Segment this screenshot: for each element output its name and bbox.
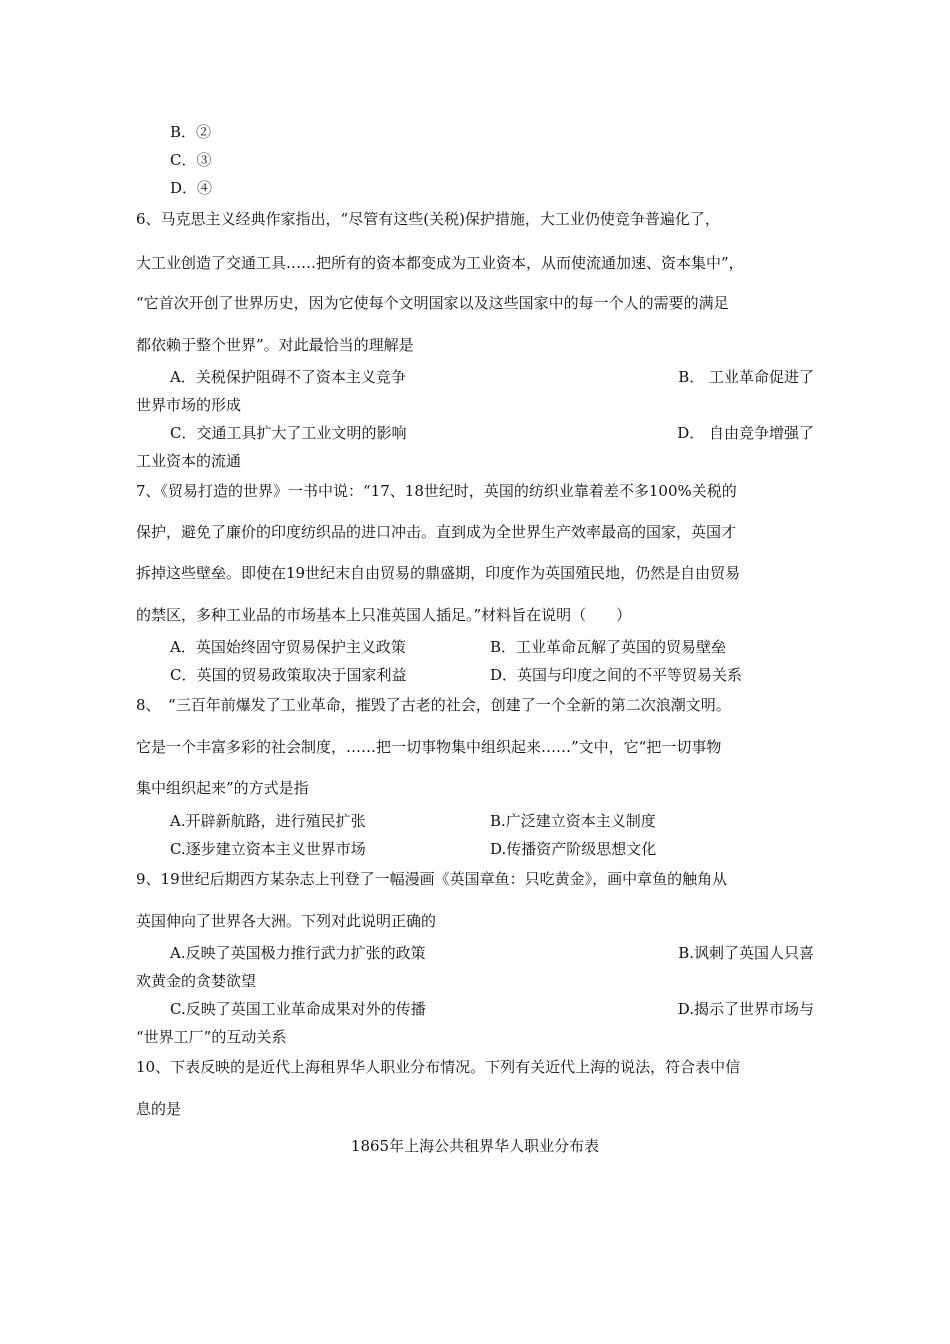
q6-option-d-cont: 工业资本的流通: [136, 452, 242, 470]
q10-stem-line: 10、下表反映的是近代上海租界华人职业分布情况。下列有关近代上海的说法，符合表中信: [136, 1058, 741, 1076]
option-b: B．②: [170, 123, 212, 141]
q7-stem-line: 拆掉这些壁垒。即使在19世纪末自由贸易的鼎盛期，印度作为英国殖民地，仍然是自由贸易: [136, 564, 741, 582]
q6-stem-line: 大工业创造了交通工具……把所有的资本都变成为工业资本，从而使流通加速、资本集中”，: [136, 254, 744, 272]
q6-stem-line: 6、马克思主义经典作家指出，“尽管有这些(关税)保护措施，大工业仍使竞争普遍化了，: [136, 210, 720, 228]
option-d: D．④: [170, 179, 213, 197]
q7-stem-line: 的禁区，多种工业品的市场基本上只准英国人插足。”材料旨在说明（ ）: [136, 606, 632, 624]
q7-option-b: B．工业革命瓦解了英国的贸易壁垒: [490, 638, 727, 656]
q9-option-b: B.讽刺了英国人只喜: [678, 944, 814, 962]
q7-option-d: D．英国与印度之间的不平等贸易关系: [490, 666, 743, 684]
q6-option-b-cont: 世界市场的形成: [136, 396, 242, 414]
q6-option-c: C．交通工具扩大了工业文明的影响: [170, 424, 407, 442]
q7-option-c: C．英国的贸易政策取决于国家利益: [170, 666, 407, 684]
q6-stem-line: 都依赖于整个世界”。对此最恰当的理解是: [136, 336, 414, 354]
q9-option-d-cont: “世界工厂”的互动关系: [136, 1028, 287, 1046]
q8-stem-line: 集中组织起来”的方式是指: [136, 779, 309, 797]
table-title: 1865年上海公共租界华人职业分布表: [350, 1137, 600, 1155]
q7-stem-line: 保护，避免了廉价的印度纺织品的进口冲击。直到成为全世界生产效率最高的国家，英国才: [136, 523, 737, 541]
q10-stem-line: 息的是: [136, 1100, 182, 1118]
q9-stem-line: 9、19世纪后期西方某杂志上刊登了一幅漫画《英国章鱼：只吃黄金》，画中章鱼的触角从: [136, 870, 728, 888]
q9-option-a: A.反映了英国极力推行武力扩张的政策: [170, 944, 426, 962]
q9-option-b-cont: 欢黄金的贪婪欲望: [136, 972, 257, 990]
q7-stem-line: 7、《贸易打造的世界》一书中说：“17、18世纪时，英国的纺织业靠着差不多100%关税的: [136, 482, 737, 500]
q7-option-a: A．英国始终固守贸易保护主义政策: [170, 638, 406, 656]
q8-stem-line: 8、 “三百年前爆发了工业革命，摧毁了古老的社会，创建了一个全新的第二次浪潮文明。: [136, 696, 731, 714]
q9-stem-line: 英国伸向了世界各大洲。下列对此说明正确的: [136, 912, 437, 930]
q8-option-c: C.逐步建立资本主义世界市场: [170, 840, 366, 858]
option-c: C．③: [170, 151, 212, 169]
q8-option-d: D.传播资产阶级思想文化: [490, 840, 657, 858]
q9-option-c: C.反映了英国工业革命成果对外的传播: [170, 1000, 426, 1018]
q6-option-b: B． 工业革命促进了: [678, 368, 814, 386]
q6-stem-line: “它首次开创了世界历史，因为它使每个文明国家以及这些国家中的每一个人的需要的满足: [136, 294, 729, 312]
q8-option-b: B.广泛建立资本主义制度: [490, 812, 656, 830]
q6-option-d: D． 自由竞争增强了: [677, 424, 814, 442]
q9-option-d: D.揭示了世界市场与: [677, 1000, 814, 1018]
q8-stem-line: 它是一个丰富多彩的社会制度，……把一切事物集中组织起来……”文中，它“把一切事物: [136, 738, 722, 756]
q8-option-a: A.开辟新航路，进行殖民扩张: [170, 812, 366, 830]
q6-option-a: A．关税保护阻碍不了资本主义竞争: [170, 368, 406, 386]
